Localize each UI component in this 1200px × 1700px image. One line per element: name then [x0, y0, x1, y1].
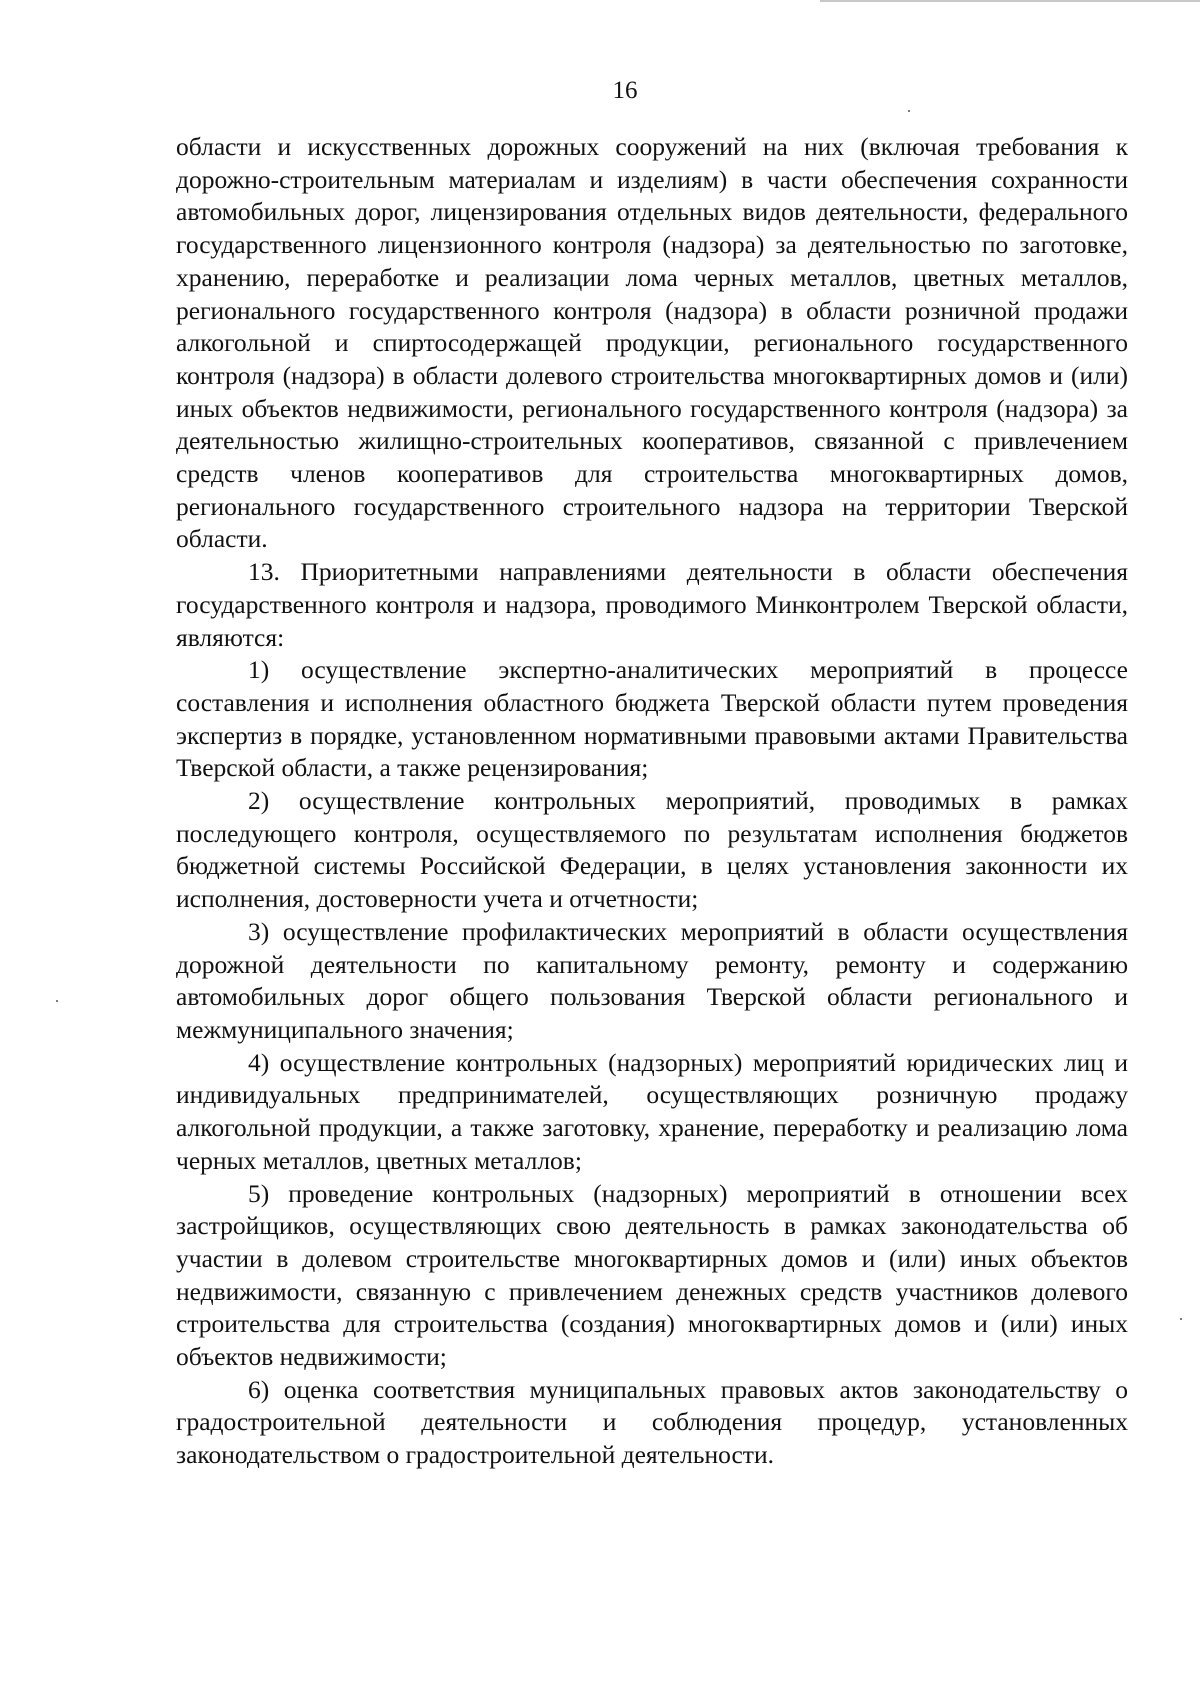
- scan-speck: [908, 110, 910, 112]
- paragraph-item-2: 2) осуществление контрольных мероприятий, проводимых в рамках последующего контроля, осуществляемого по результатам исполнения бюджетов бюджетной системы Российской Федерации, в целях установления законности их исполнения, достоверности учета и отчетности;: [176, 786, 1128, 914]
- paragraph-item-3: 3) осуществление профилактических мероприятий в области осуществления дорожной деятельности по капитальному ремонту, ремонту и содержанию автомобильных дорог общего пользования Тверской области регионального и межмуниципального значения;: [176, 916, 1128, 1044]
- paragraph-continuation: области и искусственных дорожных сооружений на них (включая требования к дорожно-строительным материалам и изделиям) в части обеспечения сохранности автомобильных дорог, лицензирования отдельных видов деятельности, федерального государственного лицензионного контроля (надзора) за деятельностью по заготовке, хранению, переработке и реализации лома черных металлов, цветных металлов, регионального государственного контроля (надзора) в области розничной продажи алкогольной и спиртосодержащей продукции, регионального государственного контроля (надзора) в области долевого строительства многоквартирных домов и (или) иных объектов недвижимости, регионального государственного контроля (надзора) за деятельностью жилищно-строительных кооперативов, связанной с привлечением средств членов кооперативов для строительства многоквартирных домов, регионального государственного строительного надзора на территории Тверской области.: [176, 132, 1128, 554]
- page-number: 16: [612, 77, 638, 104]
- scan-edge-line: [820, 0, 1200, 2]
- scan-speck: [1180, 1318, 1182, 1320]
- paragraph-item-6: 6) оценка соответствия муниципальных правовых актов законодательству о градостроительной деятельности и соблюдения процедур, установленных законодательством о градостроительной деятельности.: [176, 1374, 1128, 1470]
- paragraph-item-4: 4) осуществление контрольных (надзорных) мероприятий юридических лиц и индивидуальных предпринимателей, осуществляющих розничную продажу алкогольной продукции, а также заготовку, хранение, переработку и реализацию лома черных металлов, цветных металлов;: [176, 1047, 1128, 1175]
- paragraph-item-5: 5) проведение контрольных (надзорных) мероприятий в отношении всех застройщиков, осуществляющих свою деятельность в рамках законодательства об участии в долевом строительстве многоквартирных домов и (или) иных объектов недвижимости, связанную с привлечением денежных средств участников долевого строительства для строительства (создания) многоквартирных домов и (или) иных объектов недвижимости;: [176, 1178, 1128, 1372]
- paragraph-section-13: 13. Приоритетными направлениями деятельности в области обеспечения государственного контроля и надзора, проводимого Минконтролем Тверской области, являются:: [176, 557, 1128, 652]
- paragraph-item-1: 1) осуществление экспертно-аналитических мероприятий в процессе составления и исполнения областного бюджета Тверской области путем проведения экспертиз в порядке, установленном нормативными правовыми актами Правительства Тверской области, а также рецензирования;: [176, 655, 1128, 783]
- scan-speck: [56, 1000, 58, 1002]
- document-body: [176, 131, 1128, 1472]
